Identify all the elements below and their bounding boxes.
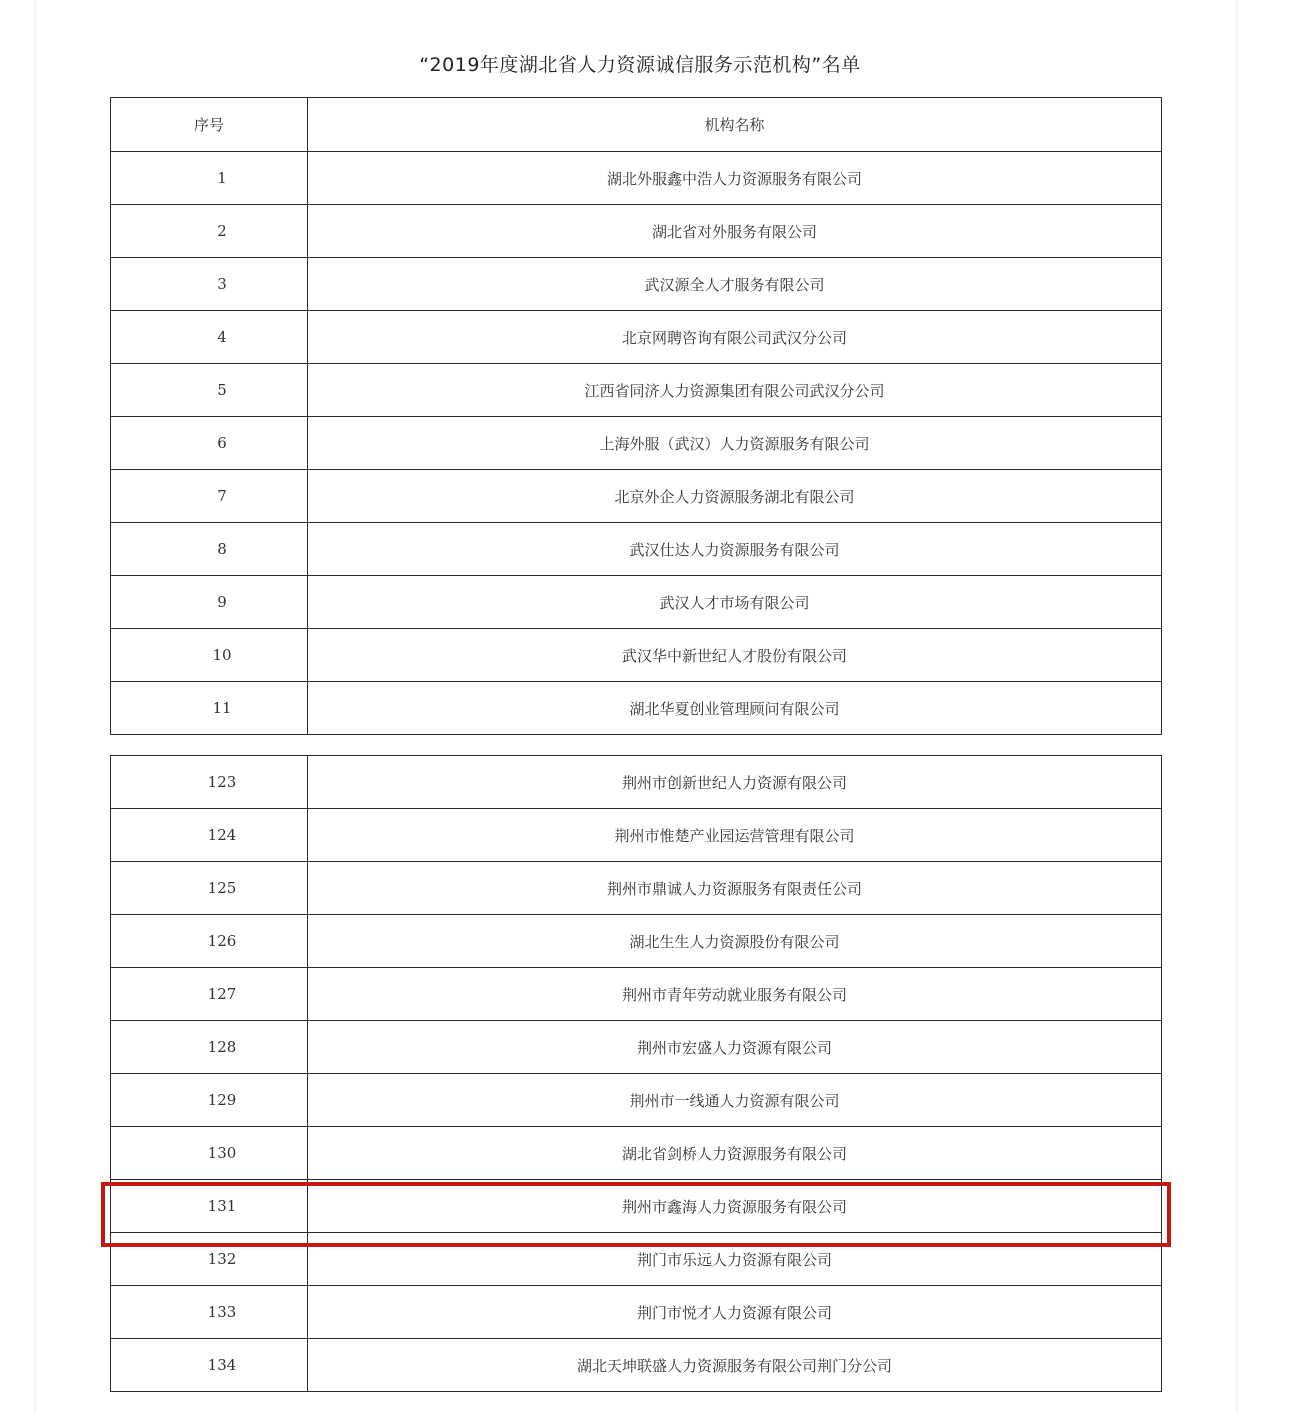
table-row [111,523,1162,576]
screenshot-splice-gap [100,741,1180,754]
table-row [111,311,1162,364]
row-index-cell: 125 [111,862,308,915]
table-row [111,1286,1162,1339]
table-row [111,629,1162,682]
row-institution-name-cell: 荆州市惟楚产业园运营管理有限公司 [308,809,1162,862]
row-index-cell: 3 [111,258,308,311]
table-row [111,862,1162,915]
table-row [111,1021,1162,1074]
table-row [111,1180,1162,1233]
row-institution-name-cell: 荆州市创新世纪人力资源有限公司 [308,756,1162,809]
row-index-cell: 5 [111,364,308,417]
header-index: 序号 [111,98,308,152]
table-row [111,205,1162,258]
row-institution-name-cell: 荆州市一线通人力资源有限公司 [308,1074,1162,1127]
row-index-cell: 134 [111,1339,308,1392]
row-institution-name-cell: 北京网聘咨询有限公司武汉分公司 [308,311,1162,364]
row-index-cell: 129 [111,1074,308,1127]
row-index-cell: 130 [111,1127,308,1180]
row-institution-name-cell: 武汉仕达人力资源服务有限公司 [308,523,1162,576]
row-index-cell: 11 [111,682,308,735]
row-index-cell: 132 [111,1233,308,1286]
table-row [111,417,1162,470]
page-edge-right [1236,0,1238,1413]
row-institution-name-cell: 荆州市鑫海人力资源服务有限公司 [308,1180,1162,1233]
row-institution-name-cell: 武汉人才市场有限公司 [308,576,1162,629]
institution-table-bottom [110,755,1162,1392]
table-row [111,809,1162,862]
row-index-cell: 10 [111,629,308,682]
row-institution-name-cell: 荆门市悦才人力资源有限公司 [308,1286,1162,1339]
table-row [111,1233,1162,1286]
row-index-cell: 124 [111,809,308,862]
row-index-cell: 1 [111,152,308,205]
row-institution-name-cell: 湖北省对外服务有限公司 [308,205,1162,258]
row-index-cell: 9 [111,576,308,629]
row-institution-name-cell: 武汉华中新世纪人才股份有限公司 [308,629,1162,682]
row-institution-name-cell: 湖北省剑桥人力资源服务有限公司 [308,1127,1162,1180]
row-institution-name-cell: 北京外企人力资源服务湖北有限公司 [308,470,1162,523]
row-institution-name-cell: 湖北外服鑫中浩人力资源服务有限公司 [308,152,1162,205]
row-institution-name-cell: 武汉源全人才服务有限公司 [308,258,1162,311]
page-title: “2019年度湖北省人力资源诚信服务示范机构”名单 [419,54,861,76]
row-index-cell: 123 [111,756,308,809]
row-institution-name-cell: 湖北生生人力资源股份有限公司 [308,915,1162,968]
row-index-cell: 7 [111,470,308,523]
table-row [111,152,1162,205]
row-institution-name-cell: 上海外服（武汉）人力资源服务有限公司 [308,417,1162,470]
table-row [111,1339,1162,1392]
table-row [111,576,1162,629]
row-index-cell: 4 [111,311,308,364]
table-header-row [111,98,1162,152]
table-row [111,968,1162,1021]
table-row [111,1074,1162,1127]
row-index-cell: 128 [111,1021,308,1074]
institution-table-top [110,97,1162,735]
row-index-cell: 131 [111,1180,308,1233]
row-institution-name-cell: 荆州市青年劳动就业服务有限公司 [308,968,1162,1021]
row-index-cell: 2 [111,205,308,258]
row-institution-name-cell: 江西省同济人力资源集团有限公司武汉分公司 [308,364,1162,417]
table-row [111,915,1162,968]
row-index-cell: 133 [111,1286,308,1339]
row-index-cell: 6 [111,417,308,470]
header-name: 机构名称 [308,98,1162,152]
table-row [111,470,1162,523]
row-institution-name-cell: 湖北华夏创业管理顾问有限公司 [308,682,1162,735]
row-institution-name-cell: 荆门市乐远人力资源有限公司 [308,1233,1162,1286]
row-institution-name-cell: 荆州市宏盛人力资源有限公司 [308,1021,1162,1074]
row-index-cell: 126 [111,915,308,968]
table-row [111,1127,1162,1180]
row-institution-name-cell: 荆州市鼎诚人力资源服务有限责任公司 [308,862,1162,915]
table-row [111,682,1162,735]
page-edge-left [34,0,36,1413]
row-institution-name-cell: 湖北天坤联盛人力资源服务有限公司荆门分公司 [308,1339,1162,1392]
table-row [111,756,1162,809]
row-index-cell: 127 [111,968,308,1021]
row-index-cell: 8 [111,523,308,576]
table-row [111,364,1162,417]
table-row [111,258,1162,311]
